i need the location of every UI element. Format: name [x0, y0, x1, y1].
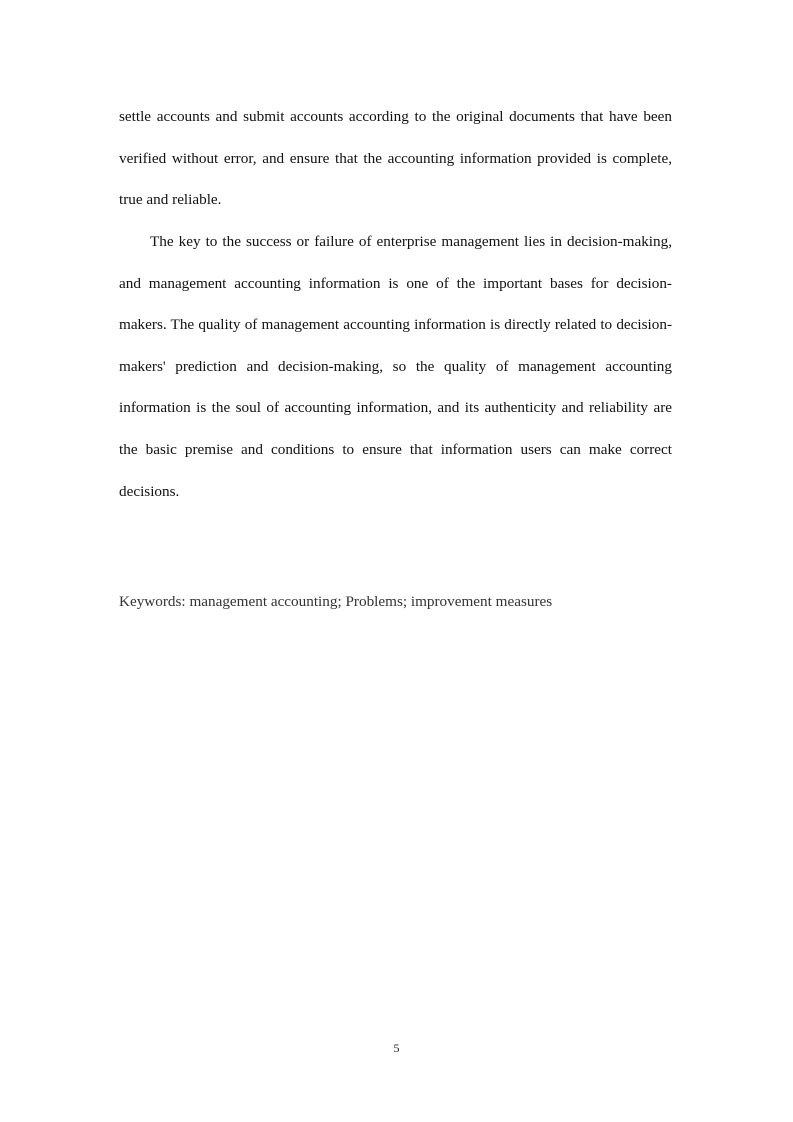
page-number: 5	[393, 1041, 400, 1055]
keywords-line: Keywords: management accounting; Problems; improvement measures	[119, 593, 553, 610]
body-paragraph: The key to the success or failure of enterprise management lies in decision-making, and management accounting information is one of the important bases for decision-makers. The quality of management accounting information is directly related to decision-makers' prediction and decision-making, so the quality of management accounting information is the soul of accounting information, and its authenticity and reliability are the basic premise and conditions to ensure that information users can make correct decisions.	[119, 233, 672, 500]
body-paragraph-continuation: settle accounts and submit accounts according to the original documents that have been verified without error, and ensure that the accounting information provided is complete, true and reliable.	[119, 108, 672, 209]
